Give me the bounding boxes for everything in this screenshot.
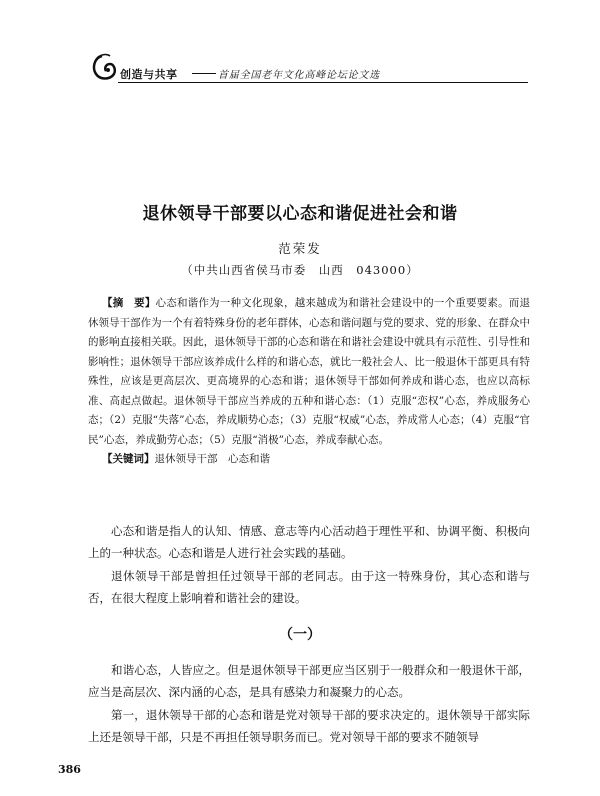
body-paragraph-1 bbox=[88, 520, 530, 564]
paragraph-text: 和谐心态，人皆应之。但是退休领导干部更应当区别于一般群众和一般退休干部，应当是高层次、深内涵的心态，是具有感染力和凝聚力的心态。 bbox=[88, 663, 530, 699]
keywords-line bbox=[88, 450, 530, 470]
body-paragraph-3 bbox=[88, 659, 530, 703]
article-author: 范荣发 bbox=[278, 241, 322, 256]
keywords-text: 退休领导干部 心态和谐 bbox=[154, 453, 270, 465]
abstract-text: 心态和谐作为一种文化现象，越来越成为和谐社会建设中的一个重要要素。而退休领导干部作为一个有着特殊身份的老年群体，心态和谐问题与党的要求、党的形象、在群众中的影响直接相关联。因此，退休领导干部的心态和谐在和谐社会建设中就具有示范性、引导性和影响性；退休领导干部应该养成什么样的和谐心态，就比一般社会人、比一般退休干部更具有特殊性，应该是更高层次、更高境界的心态和谐；退休领导干部如何养成和谐心态，也应以高标准、高起点做起。退休领导干部应当养成的五种和谐心态：（1）克服“恋权”心态，养成服务心态；（2）克服“失落”心态，养成顺势心态；（3）克服“权威”心态，养成常人心态；（4）克服“官民”心态，养成勤劳心态；（5）克服“消极”心态，养成奉献心态。 bbox=[88, 297, 531, 446]
abstract-block bbox=[88, 294, 530, 470]
paragraph-text: 第一，退休领导干部的心态和谐是党对领导干部的要求决定的。退休领导干部实际上还是领导干部，只是不再担任领导职务而已。党对领导干部的要求不随领导 bbox=[88, 708, 530, 744]
body-paragraph-4 bbox=[88, 704, 530, 748]
header-dash bbox=[192, 73, 216, 74]
paragraph-text: 心态和谐是指人的认知、情感、意志等内心活动趋于理性平和、协调平衡、积极向上的一种状态。心态和谐是人进行社会实践的基础。 bbox=[88, 524, 530, 560]
keywords-label: 【关键词】 bbox=[102, 453, 155, 465]
body-paragraph-2 bbox=[88, 565, 530, 609]
logo-icon bbox=[88, 52, 122, 84]
abstract-paragraph bbox=[88, 294, 530, 450]
header-rule bbox=[118, 82, 528, 83]
header-brand: 创造与共享 bbox=[120, 68, 178, 81]
article-title: 退休领导干部要以心态和谐促进社会和谐 bbox=[142, 204, 458, 224]
page-number: 386 bbox=[58, 763, 81, 776]
paragraph-text: 退休领导干部是曾担任过领导干部的老同志。由于这一特殊身份，其心态和谐与否，在很大程度上影响着和谐社会的建设。 bbox=[88, 569, 530, 605]
abstract-label: 【摘 要】 bbox=[102, 297, 156, 309]
page-header bbox=[88, 52, 528, 84]
header-subtitle: 首届全国老年文化高峰论坛论文选 bbox=[218, 70, 380, 81]
section-heading: （一） bbox=[279, 627, 321, 643]
article-affiliation: （中共山西省侯马市委 山西 043000） bbox=[181, 263, 419, 277]
